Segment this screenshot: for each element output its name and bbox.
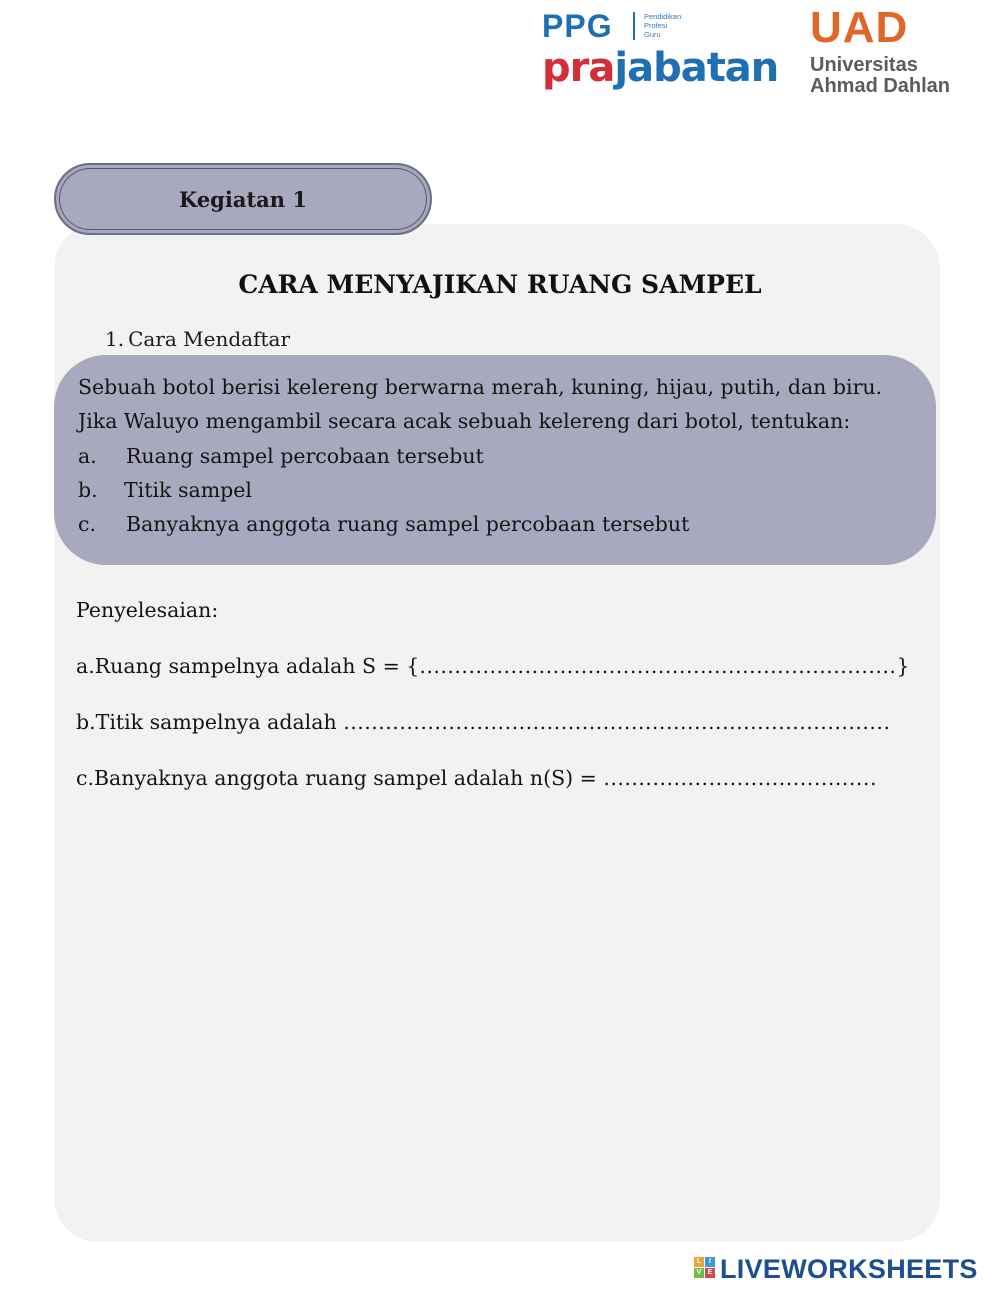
problem-item-marker: a.	[78, 444, 97, 468]
answer-c	[76, 766, 877, 790]
problem-box	[54, 355, 936, 565]
lw-icon-tile: L	[694, 1257, 704, 1267]
answer-a	[76, 654, 910, 678]
ppg-prajabatan-logo	[542, 8, 779, 98]
answer-a-closing-brace: }	[896, 654, 910, 678]
liveworksheets-icon	[694, 1257, 716, 1279]
subheading-text: Cara Mendaftar	[128, 327, 291, 351]
problem-item	[78, 444, 484, 468]
uad-name-line: Ahmad Dahlan	[810, 75, 951, 97]
uad-name-line: Universitas	[810, 54, 918, 76]
prajabatan-red-part: pra	[542, 45, 615, 91]
answer-c-blank[interactable]: .......................................	[603, 766, 877, 790]
lw-icon-tile: E	[705, 1268, 715, 1278]
lw-icon-tile: I	[705, 1257, 715, 1267]
uad-mark: UAD	[810, 3, 909, 52]
page-title: CARA MENYAJIKAN RUANG SAMPEL	[238, 270, 762, 299]
activity-tab-label: Kegiatan 1	[179, 187, 307, 212]
prajabatan-blue-part: jabatan	[614, 45, 779, 91]
ppg-sub-line: Guru	[644, 30, 661, 39]
solution-heading: Penyelesaian:	[76, 598, 219, 622]
problem-item-text: Ruang sampel percobaan tersebut	[126, 444, 484, 468]
problem-item-text: Banyaknya anggota ruang sampel percobaan tersebut	[126, 512, 690, 536]
ppg-sub-line: Profesi	[644, 21, 668, 30]
liveworksheets-wordmark: LIVEWORKSHEETS	[720, 1254, 978, 1284]
answer-a-label: a.Ruang sampelnya adalah S = {	[76, 654, 420, 678]
problem-line: Sebuah botol berisi kelereng berwarna merah, kuning, hijau, putih, dan biru.	[78, 375, 883, 399]
ppg-logo-text: PPG	[542, 8, 613, 44]
section-subheading	[105, 327, 290, 351]
ppg-sub-line: Pendidikan	[644, 12, 682, 21]
problem-line: Jika Waluyo mengambil secara acak sebuah kelereng dari botol, tentukan:	[78, 409, 851, 433]
prajabatan-wordmark	[542, 44, 778, 92]
problem-item-text: Titik sampel	[124, 478, 252, 502]
problem-item-marker: c.	[78, 512, 96, 536]
problem-item-marker: b.	[78, 478, 98, 502]
uad-university-name	[810, 55, 950, 97]
uad-logo	[810, 4, 985, 104]
activity-tab	[54, 163, 432, 235]
lw-icon-tile: V	[694, 1268, 704, 1278]
problem-item	[78, 478, 252, 502]
subheading-number: 1.	[105, 327, 125, 351]
answer-b	[76, 710, 890, 734]
answer-a-blank[interactable]: ....................................................................	[419, 654, 897, 678]
answer-c-label: c.Banyaknya anggota ruang sampel adalah n(S) =	[76, 766, 604, 790]
ppg-logo-subtitle	[644, 12, 681, 39]
problem-item	[78, 512, 689, 536]
ppg-logo-divider	[633, 12, 635, 40]
answer-b-blank[interactable]: ..............................................................................	[343, 710, 891, 734]
answer-b-label: b.Titik sampelnya adalah	[76, 710, 344, 734]
